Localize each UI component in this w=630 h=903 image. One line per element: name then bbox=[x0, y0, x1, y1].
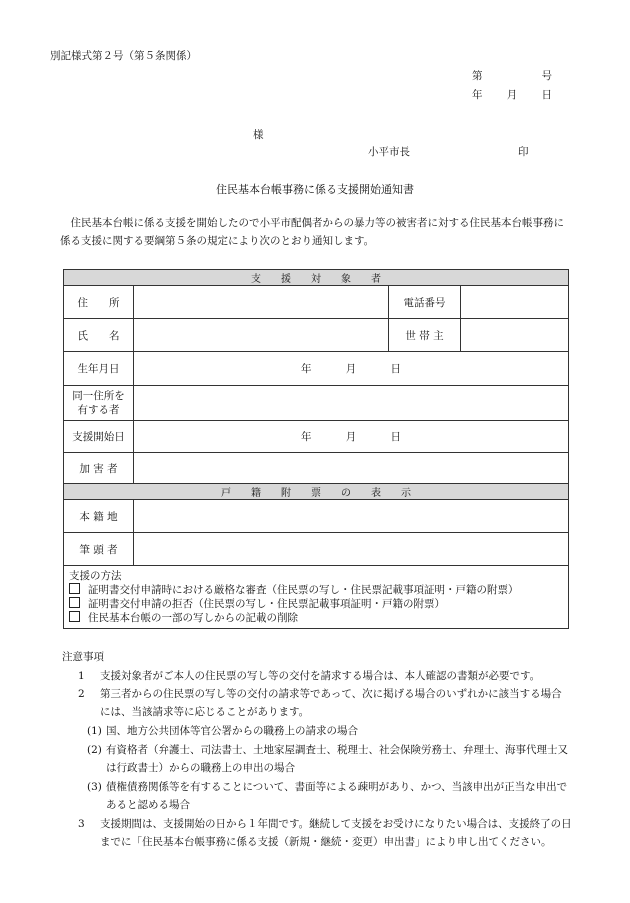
start-day: 日 bbox=[390, 431, 401, 443]
subitem-number: (1) bbox=[87, 725, 102, 737]
birth-year: 年 bbox=[301, 363, 312, 375]
method-option-label: 証明書交付申請時における厳格な審査（住民票の写し・住民票記載事項証明・戸籍の附票） bbox=[88, 584, 519, 596]
name-label: 氏 名 bbox=[64, 319, 134, 352]
notes-title: 注意事項 bbox=[62, 651, 104, 663]
birthdate-label: 生年月日 bbox=[64, 352, 134, 386]
issue-date-line bbox=[472, 87, 552, 102]
note-item bbox=[62, 815, 572, 851]
method-option-label: 住民基本台帳の一部の写しからの記載の削除 bbox=[88, 612, 298, 624]
method-checkbox-1[interactable] bbox=[69, 583, 80, 594]
method-checkbox-3[interactable] bbox=[69, 611, 80, 622]
start-year: 年 bbox=[301, 431, 312, 443]
issuer-name: 小平市長 bbox=[368, 146, 410, 158]
document-number-line bbox=[472, 68, 552, 83]
household-head-field[interactable] bbox=[461, 319, 569, 352]
domicile-field[interactable] bbox=[134, 500, 569, 533]
method-option bbox=[69, 583, 563, 597]
notification-form-table bbox=[63, 269, 569, 629]
method-option bbox=[69, 597, 563, 611]
note-number: 1 bbox=[78, 670, 85, 682]
note-item bbox=[62, 667, 572, 685]
start-date-label: 支援開始日 bbox=[64, 421, 134, 453]
date-day: 日 bbox=[541, 89, 552, 101]
same-address-label bbox=[64, 386, 134, 421]
note-item bbox=[62, 685, 572, 721]
start-month: 月 bbox=[345, 431, 357, 443]
note-number: 3 bbox=[78, 818, 85, 830]
date-month: 月 bbox=[506, 89, 518, 101]
address-label: 住 所 bbox=[64, 286, 134, 319]
note-subitem bbox=[62, 778, 572, 814]
same-address-label-line2: 有する者 bbox=[77, 404, 120, 416]
section-support-subject: 支 援 対 象 者 bbox=[64, 270, 569, 286]
note-text: 第三者からの住民票の写し等の交付の請求等であって、次に掲げる場合のいずれかに該当する場合には、当該請求等に応じることがあります。 bbox=[100, 688, 562, 718]
date-year: 年 bbox=[472, 89, 483, 101]
subitem-text: 国、地方公共団体等官公署からの職務上の請求の場合 bbox=[106, 725, 358, 737]
birth-month: 月 bbox=[345, 363, 357, 375]
same-address-field[interactable] bbox=[134, 386, 569, 421]
number-prefix: 第 bbox=[472, 70, 483, 82]
phone-label: 電話番号 bbox=[389, 286, 461, 319]
method-option-label: 証明書交付申請の拒否（住民票の写し・住民票記載事項証明・戸籍の附票） bbox=[88, 598, 445, 610]
domicile-label: 本 籍 地 bbox=[64, 500, 134, 533]
subitem-number: (3) bbox=[87, 781, 102, 793]
method-checkbox-2[interactable] bbox=[69, 597, 80, 608]
support-methods bbox=[64, 566, 569, 629]
subitem-text: 有資格者（弁護士、司法書士、土地家屋調査士、税理士、社会保険労務士、弁理士、海事代理士又は行政書士）からの職務上の申出の場合 bbox=[106, 744, 568, 774]
number-suffix: 号 bbox=[541, 70, 552, 82]
same-address-label-line1: 同一住所を bbox=[72, 390, 125, 402]
birthdate-field[interactable] bbox=[134, 352, 569, 386]
seal-mark: 印 bbox=[518, 146, 529, 158]
note-text: 支援対象者がご本人の住民票の写し等の交付を請求する場合は、本人確認の書類が必要です。 bbox=[100, 670, 541, 682]
address-field[interactable] bbox=[134, 286, 389, 319]
note-number: 2 bbox=[78, 688, 85, 700]
support-methods-title: 支援の方法 bbox=[69, 570, 122, 582]
household-head-label: 世 帯 主 bbox=[389, 319, 461, 352]
addressee-suffix: 様 bbox=[253, 129, 264, 141]
birth-day: 日 bbox=[390, 363, 401, 375]
subitem-number: (2) bbox=[87, 744, 102, 756]
document-title: 住民基本台帳事務に係る支援開始通知書 bbox=[216, 183, 414, 196]
subitem-text: 債権債務関係等を有することについて、書面等による疎明があり、かつ、当該申出が正当な申出であると認める場合 bbox=[106, 781, 568, 811]
intro-paragraph: 住民基本台帳に係る支援を開始したので小平市配偶者からの暴力等の被害者に対する住民基本台帳事務に係る支援に関する要綱第５条の規定により次のとおり通知します。 bbox=[60, 217, 564, 247]
start-date-field[interactable] bbox=[134, 421, 569, 453]
note-text: 支援期間は、支援開始の日から１年間です。継続して支援をお受けになりたい場合は、支援終了の日までに「住民基本台帳事務に係る支援（新規・継続・変更）申出書」により申し出てください。 bbox=[100, 818, 572, 848]
method-option bbox=[69, 611, 563, 625]
form-number: 別記様式第２号（第５条関係） bbox=[50, 50, 197, 62]
section-family-register: 戸 籍 附 票 の 表 示 bbox=[64, 484, 569, 500]
phone-field[interactable] bbox=[461, 286, 569, 319]
perpetrator-label: 加 害 者 bbox=[64, 453, 134, 484]
perpetrator-field[interactable] bbox=[134, 453, 569, 484]
head-of-register-field[interactable] bbox=[134, 533, 569, 566]
name-field[interactable] bbox=[134, 319, 389, 352]
head-of-register-label: 筆 頭 者 bbox=[64, 533, 134, 566]
note-subitem bbox=[62, 741, 572, 777]
note-subitem bbox=[62, 722, 572, 740]
